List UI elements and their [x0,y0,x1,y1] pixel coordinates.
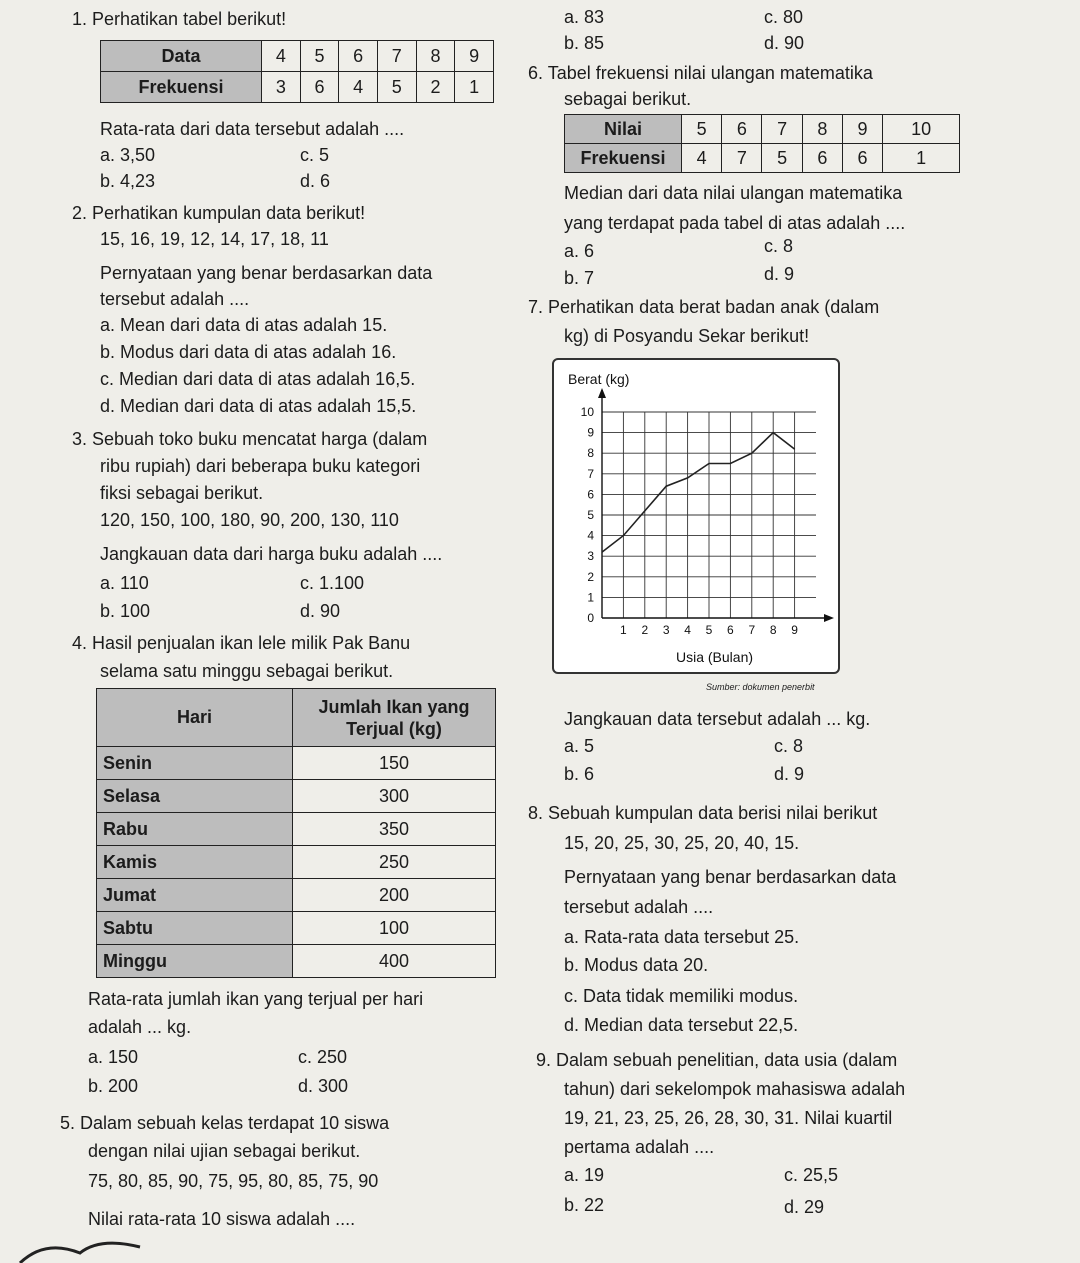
q6-frequency-table [564,114,960,173]
q3-option-d: d. 90 [300,601,341,621]
q1-cell: 2 [416,72,455,103]
table-row-kg: 200 [293,879,496,912]
q7-option-a: a. 5 [564,736,595,756]
q6-header-frekuensi: Frekuensi [565,144,682,173]
q8-option-a: a. Rata-rata data tersebut 25. [564,927,800,947]
q2-line2: tersebut adalah .... [100,289,250,309]
table-row-day: Selasa [97,780,293,813]
q4-option-d: d. 300 [298,1076,349,1096]
chart-x-axis-label: Usia (Bulan) [676,649,754,665]
table-row-day: Rabu [97,813,293,846]
q2-option-d: d. Median dari data di atas adalah 15,5. [100,396,417,416]
q1-option-d: d. 6 [300,171,331,191]
q1-cell: 9 [455,41,494,72]
q5-data: 75, 80, 85, 90, 75, 95, 80, 85, 75, 90 [88,1171,379,1191]
q1-header-data: Data [101,41,262,72]
q7-line2: kg) di Posyandu Sekar berikut! [564,326,810,346]
q3-line2: ribu rupiah) dari beberapa buku kategori [100,456,421,476]
q6-cell: 6 [722,115,762,144]
chart-y-tick-label: 0 [587,611,594,625]
chart-x-tick-label: 9 [791,623,798,637]
chart-y-tick-label: 8 [587,446,594,461]
q4-line2: selama satu minggu sebagai berikut. [100,661,394,681]
q1-cell: 5 [300,41,339,72]
q6-cell: 6 [842,144,882,173]
q6-option-b: b. 7 [564,268,595,288]
table-row-kg: 100 [293,912,496,945]
q4-header-jumlah [293,689,496,747]
q6-cell: 5 [762,144,802,173]
q2-line1: Pernyataan yang benar berdasarkan data [100,263,433,283]
chart-x-tick-label: 4 [684,623,691,637]
q5-question: Nilai rata-rata 10 siswa adalah .... [88,1209,356,1229]
q8-line1: 8. Sebuah kumpulan data berisi nilai berikut [528,803,878,823]
q4-option-a: a. 150 [88,1047,139,1067]
chart-y-tick-label: 6 [587,487,594,502]
q9-option-a: a. 19 [564,1165,605,1185]
q6-option-c: c. 8 [764,236,794,256]
q1-cell: 7 [377,41,416,72]
q6-cell: 7 [722,144,762,173]
q4-option-c: c. 250 [298,1047,348,1067]
chart-y-axis-arrow [598,388,606,398]
q9-line4: pertama adalah .... [564,1137,715,1157]
q1-cell: 4 [262,41,301,72]
q9-line3: 19, 21, 23, 25, 26, 28, 30, 31. Nilai kuartil [564,1108,893,1128]
q7-option-b: b. 6 [564,764,595,784]
chart-y-tick-label: 10 [580,405,594,419]
chart-x-tick-label: 7 [748,623,756,637]
q6-cell: 9 [842,115,882,144]
q8-line2: Pernyataan yang benar berdasarkan data [564,867,897,887]
chart-x-tick-label: 2 [641,623,649,637]
q3-option-a: a. 110 [100,573,149,593]
q6-header-nilai: Nilai [565,115,682,144]
q6-question1: Median dari data nilai ulangan matematika [564,183,903,203]
q3-option-c: c. 1.100 [300,573,365,593]
chart-series-line [602,433,795,552]
q1-cell: 8 [416,41,455,72]
q1-cell: 5 [377,72,416,103]
page-curl-shadow [0,1233,160,1263]
q6-line2: sebagai berikut. [564,89,692,109]
q4-question2: adalah ... kg. [88,1017,192,1037]
q2-option-b: b. Modus dari data di atas adalah 16. [100,342,397,362]
q9-line1: 9. Dalam sebuah penelitian, data usia (dalam [536,1050,898,1070]
weight-line-chart [554,360,838,672]
q2-title: 2. Perhatikan kumpulan data berikut! [72,203,366,223]
q6-cell: 10 [883,115,960,144]
q8-line3: tersebut adalah .... [564,897,714,917]
q4-header-jumlah-line2: Terjual (kg) [346,718,442,739]
chart-y-axis-label: Berat (kg) [568,371,630,387]
chart-x-tick-label: 6 [727,623,734,637]
q6-cell: 1 [883,144,960,173]
q4-header-jumlah-line1: Jumlah Ikan yang [318,696,470,717]
q6-cell: 6 [802,144,842,173]
table-row-day: Kamis [97,846,293,879]
q5-option-a: a. 83 [564,7,605,27]
q6-cell: 8 [802,115,842,144]
q8-option-d: d. Median data tersebut 22,5. [564,1015,799,1035]
q1-cell: 6 [339,41,378,72]
q6-question2: yang terdapat pada tabel di atas adalah .... [564,213,906,233]
q5-option-c: c. 80 [764,7,804,27]
q8-option-c: c. Data tidak memiliki modus. [564,986,799,1006]
chart-grid [602,412,816,618]
q7-line1: 7. Perhatikan data berat badan anak (dalam [528,297,880,317]
q6-cell: 5 [682,115,722,144]
weight-chart-card [552,358,840,674]
q1-option-c: c. 5 [300,145,330,165]
q6-option-a: a. 6 [564,241,595,261]
q7-option-c: c. 8 [774,736,804,756]
q9-option-c: c. 25,5 [784,1165,839,1185]
q7-source: Sumber: dokumen penerbit [706,682,815,692]
q4-question1: Rata-rata jumlah ikan yang terjual per hari [88,989,424,1009]
q4-option-b: b. 200 [88,1076,139,1096]
q4-header-hari: Hari [97,689,293,747]
q2-data: 15, 16, 19, 12, 14, 17, 18, 11 [100,229,329,249]
chart-y-tick-label: 4 [587,528,594,543]
table-row-kg: 150 [293,747,496,780]
q1-frequency-table [100,40,494,103]
q3-question: Jangkauan data dari harga buku adalah .... [100,544,443,564]
q1-question: Rata-rata dari data tersebut adalah .... [100,119,405,139]
chart-x-axis-arrow [824,614,834,622]
q1-cell: 6 [300,72,339,103]
table-row-kg: 400 [293,945,496,978]
chart-y-tick-label: 5 [587,508,594,522]
q6-line1: 6. Tabel frekuensi nilai ulangan matematika [528,63,873,83]
q1-cell: 3 [262,72,301,103]
q1-cell: 4 [339,72,378,103]
q2-option-c: c. Median dari data di atas adalah 16,5. [100,369,416,389]
table-row-kg: 300 [293,780,496,813]
chart-axes [598,388,834,622]
q3-line1: 3. Sebuah toko buku mencatat harga (dalam [72,429,428,449]
q9-line2: tahun) dari sekelompok mahasiswa adalah [564,1079,906,1099]
q9-option-d: d. 29 [784,1197,825,1217]
chart-y-tick-label: 7 [587,466,594,481]
table-row-kg: 350 [293,813,496,846]
q3-data: 120, 150, 100, 180, 90, 200, 130, 110 [100,510,399,530]
chart-x-tick-label: 1 [620,623,627,637]
q6-cell: 7 [762,115,802,144]
q1-header-frekuensi: Frekuensi [101,72,262,103]
q5-option-b: b. 85 [564,33,605,53]
q1-cell: 1 [455,72,494,103]
table-row-kg: 250 [293,846,496,879]
table-row-day: Sabtu [97,912,293,945]
q8-option-b: b. Modus data 20. [564,955,709,975]
q1-option-a: a. 3,50 [100,145,156,165]
q2-option-a: a. Mean dari data di atas adalah 15. [100,315,388,335]
chart-y-tick-label: 9 [587,425,594,440]
chart-x-tick-label: 8 [769,623,777,637]
q7-option-d: d. 9 [774,764,805,784]
q5-option-d: d. 90 [764,33,805,53]
chart-y-tick-label: 3 [587,549,594,564]
q5-line1: 5. Dalam sebuah kelas terdapat 10 siswa [60,1113,390,1133]
chart-y-tick-label: 1 [587,590,594,605]
chart-x-tick-label: 5 [705,623,713,637]
q4-sales-table [96,688,496,978]
q3-option-b: b. 100 [100,601,151,621]
q1-title: 1. Perhatikan tabel berikut! [72,9,287,29]
q4-line1: 4. Hasil penjualan ikan lele milik Pak Banu [72,633,411,653]
q8-data: 15, 20, 25, 30, 25, 20, 40, 15. [564,833,800,853]
q6-cell: 4 [682,144,722,173]
q9-option-b: b. 22 [564,1195,605,1215]
table-row-day: Jumat [97,879,293,912]
q3-line3: fiksi sebagai berikut. [100,483,264,503]
q7-question: Jangkauan data tersebut adalah ... kg. [564,709,871,729]
q1-option-b: b. 4,23 [100,171,156,191]
q6-option-d: d. 9 [764,264,795,284]
table-row-day: Minggu [97,945,293,978]
q5-line2: dengan nilai ujian sebagai berikut. [88,1141,361,1161]
chart-y-tick-label: 2 [587,569,594,584]
chart-x-tick-label: 3 [662,623,670,637]
table-row-day: Senin [97,747,293,780]
